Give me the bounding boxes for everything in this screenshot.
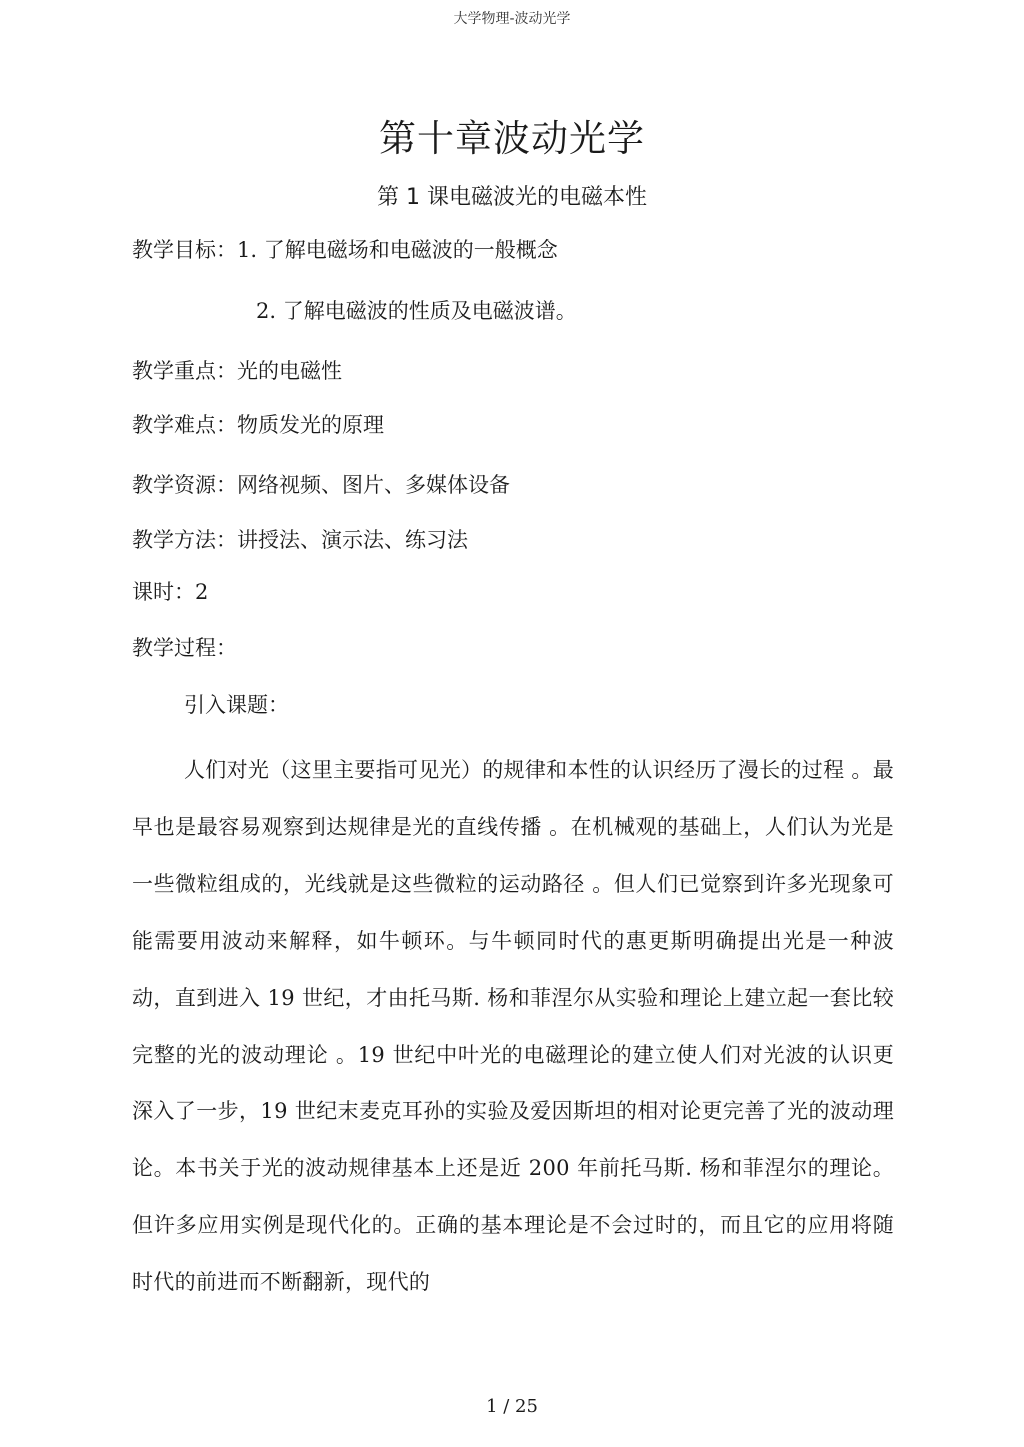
resources-label: 教学资源： bbox=[132, 473, 237, 497]
methods bbox=[132, 524, 468, 554]
key-points bbox=[132, 355, 342, 385]
teaching-goal-2: 2. 了解电磁波的性质及电磁波谱。 bbox=[256, 299, 577, 323]
lesson-title: 第 1 课电磁波光的电磁本性 bbox=[377, 185, 647, 210]
intro-heading: 引入课题： bbox=[184, 693, 289, 717]
key-points-label: 教学重点： bbox=[132, 359, 237, 383]
methods-label: 教学方法： bbox=[132, 528, 237, 552]
difficulties bbox=[132, 409, 384, 439]
chapter-title: 第十章波动光学 bbox=[379, 117, 645, 160]
class-hours-value: 2 bbox=[195, 580, 209, 604]
class-hours bbox=[132, 576, 208, 606]
resources-value: 网络视频、图片、多媒体设备 bbox=[237, 473, 510, 497]
page-number: 1 / 25 bbox=[486, 1396, 538, 1417]
class-hours-label: 课时： bbox=[132, 580, 195, 604]
teaching-goals-label: 教学目标： bbox=[132, 238, 237, 262]
teaching-process-label: 教学过程： bbox=[132, 636, 237, 660]
resources bbox=[132, 469, 510, 499]
body-paragraph: 人们对光（这里主要指可见光）的规律和本性的认识经历了漫长的过程 。最早也是最容易观察到达规律是光的直线传播 。在机械观的基础上，人们认为光是一些微粒组成的，光线就是这些微粒的运动路径 。但人们已觉察到许多光现象可能需要用波动来解释，如牛顿环。与牛顿同时代的惠更斯明确提出光是一种波动，直到进入 19 世纪，才由托马斯. 杨和菲涅尔从实验和理论上建立起一套比较完整的光的波动理论 。19 世纪中叶光的电磁理论的建立使人们对光波的认识更深入了一步，19 世纪末麦克耳孙的实验及爱因斯坦的相对论更完善了光的波动理论。本书关于光的波动规律基本上还是近 200 年前托马斯. 杨和菲涅尔的理论。但许多应用实例是现代化的。正确的基本理论是不会过时的，而且它的应用将随时代的前进而不断翻新，现代的 bbox=[132, 758, 894, 1295]
difficulties-label: 教学难点： bbox=[132, 413, 237, 437]
running-header: 大学物理-波动光学 bbox=[453, 11, 571, 27]
difficulties-value: 物质发光的原理 bbox=[237, 413, 384, 437]
methods-value: 讲授法、演示法、练习法 bbox=[237, 528, 468, 552]
key-points-value: 光的电磁性 bbox=[237, 359, 342, 383]
teaching-goals bbox=[132, 234, 558, 264]
teaching-goal-1: 1. 了解电磁场和电磁波的一般概念 bbox=[237, 238, 558, 262]
teaching-process bbox=[132, 632, 237, 662]
